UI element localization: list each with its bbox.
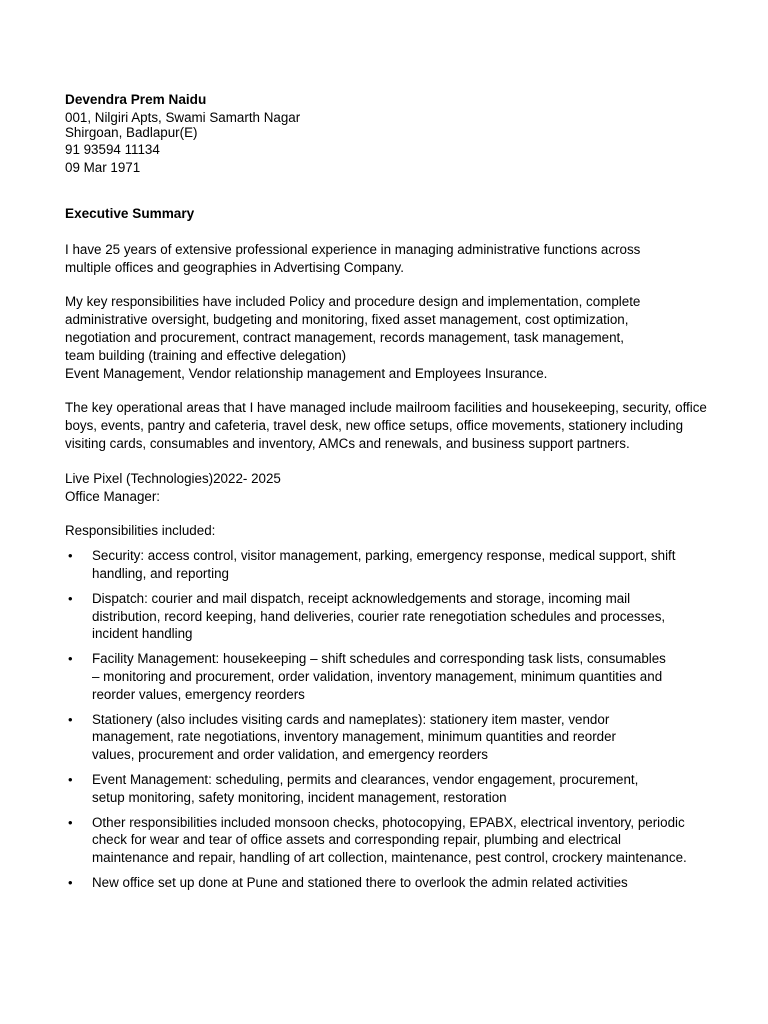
summary-paragraph-2-line: negotiation and procurement, contract management, records management, task management, bbox=[65, 329, 625, 345]
section-heading-summary: Executive Summary bbox=[65, 205, 195, 221]
bullet-icon: • bbox=[68, 771, 73, 787]
summary-paragraph-2-line: team building (training and effective delegation) bbox=[65, 347, 347, 363]
list-item bbox=[65, 771, 647, 807]
summary-paragraph-2-line: administrative oversight, budgeting and monitoring, fixed asset management, cost optimization, bbox=[65, 312, 629, 328]
list-item bbox=[65, 814, 692, 867]
address-line-2: Shirgoan, Badlapur(E) bbox=[65, 124, 198, 140]
list-item-text: Event Management: scheduling, permits and clearances, vendor engagement, procurement, setup monitoring, safety monitoring, incident management, restoration bbox=[92, 771, 639, 805]
summary-paragraph-2 bbox=[65, 293, 725, 382]
job-title: Office Manager: bbox=[65, 488, 161, 504]
bullet-icon: • bbox=[68, 548, 73, 564]
list-item-text: New office set up done at Pune and stationed there to overlook the admin related activities bbox=[92, 874, 628, 890]
bullet-icon: • bbox=[68, 711, 73, 727]
list-item bbox=[65, 874, 722, 892]
candidate-name: Devendra Prem Naidu bbox=[65, 92, 207, 107]
summary-paragraph-2-line: Event Management, Vendor relationship management and Employees Insurance. bbox=[65, 365, 548, 381]
list-item-text: Facility Management: housekeeping – shift schedules and corresponding task lists, consumables – monitoring and procurement, order validation, inventory management, minimum quantities and reorder values, emergency reorders bbox=[92, 651, 666, 702]
address-line-1: 001, Nilgiri Apts, Swami Samarth Nagar bbox=[65, 109, 301, 125]
list-item-text: Stationery (also includes visiting cards and nameplates): stationery item master, vendor management, rate negotiations, inventory management, minimum quantities and reorder values, procurement and order validation, and emergency reorders bbox=[92, 711, 617, 763]
list-item-text: Other responsibilities included monsoon checks, photocopying, EPABX, electrical inventory, periodic check for wear and tear of office assets and corresponding repair, plumbing and electrical maintenance and repair, handling of art collection, maintenance, pest control, crockery maintenance. bbox=[92, 814, 687, 866]
phone-number: 91 93594 11134 bbox=[65, 142, 160, 158]
list-item-text: Security: access control, visitor management, parking, emergency response, medical support, shift handling, and reporting bbox=[92, 548, 676, 581]
summary-paragraph-1: I have 25 years of extensive professional experience in managing administrative functions across multiple offices and geographies in Advertising Company. bbox=[65, 241, 641, 275]
summary-paragraph-3: The key operational areas that I have managed include mailroom facilities and housekeeping, security, office boys, events, pantry and cafeteria, travel desk, new office setups, office movements, stationery including visiting cards, consumables and inventory, AMCs and renewals, and business support partners. bbox=[65, 400, 707, 451]
bullet-icon: • bbox=[68, 590, 73, 606]
list-item bbox=[65, 650, 667, 703]
company-period: Live Pixel (Technologies)2022- 2025 bbox=[65, 470, 281, 486]
responsibilities-list bbox=[65, 547, 725, 892]
bullet-icon: • bbox=[68, 651, 73, 667]
list-item bbox=[65, 590, 667, 643]
bullet-icon: • bbox=[68, 874, 73, 890]
list-item-text: Dispatch: courier and mail dispatch, receipt acknowledgements and storage, incoming mail distribution, record keeping, hand deliveries, courier rate renegotiation schedules and processes, incident handling bbox=[92, 590, 666, 642]
list-item bbox=[65, 711, 662, 764]
responsibilities-label: Responsibilities included: bbox=[65, 523, 216, 539]
date-of-birth: 09 Mar 1971 bbox=[65, 160, 141, 176]
summary-paragraph-2-line: My key responsibilities have included Policy and procedure design and implementation, complete bbox=[65, 294, 641, 310]
resume-content bbox=[65, 91, 725, 899]
list-item bbox=[65, 547, 677, 583]
bullet-icon: • bbox=[68, 814, 73, 830]
